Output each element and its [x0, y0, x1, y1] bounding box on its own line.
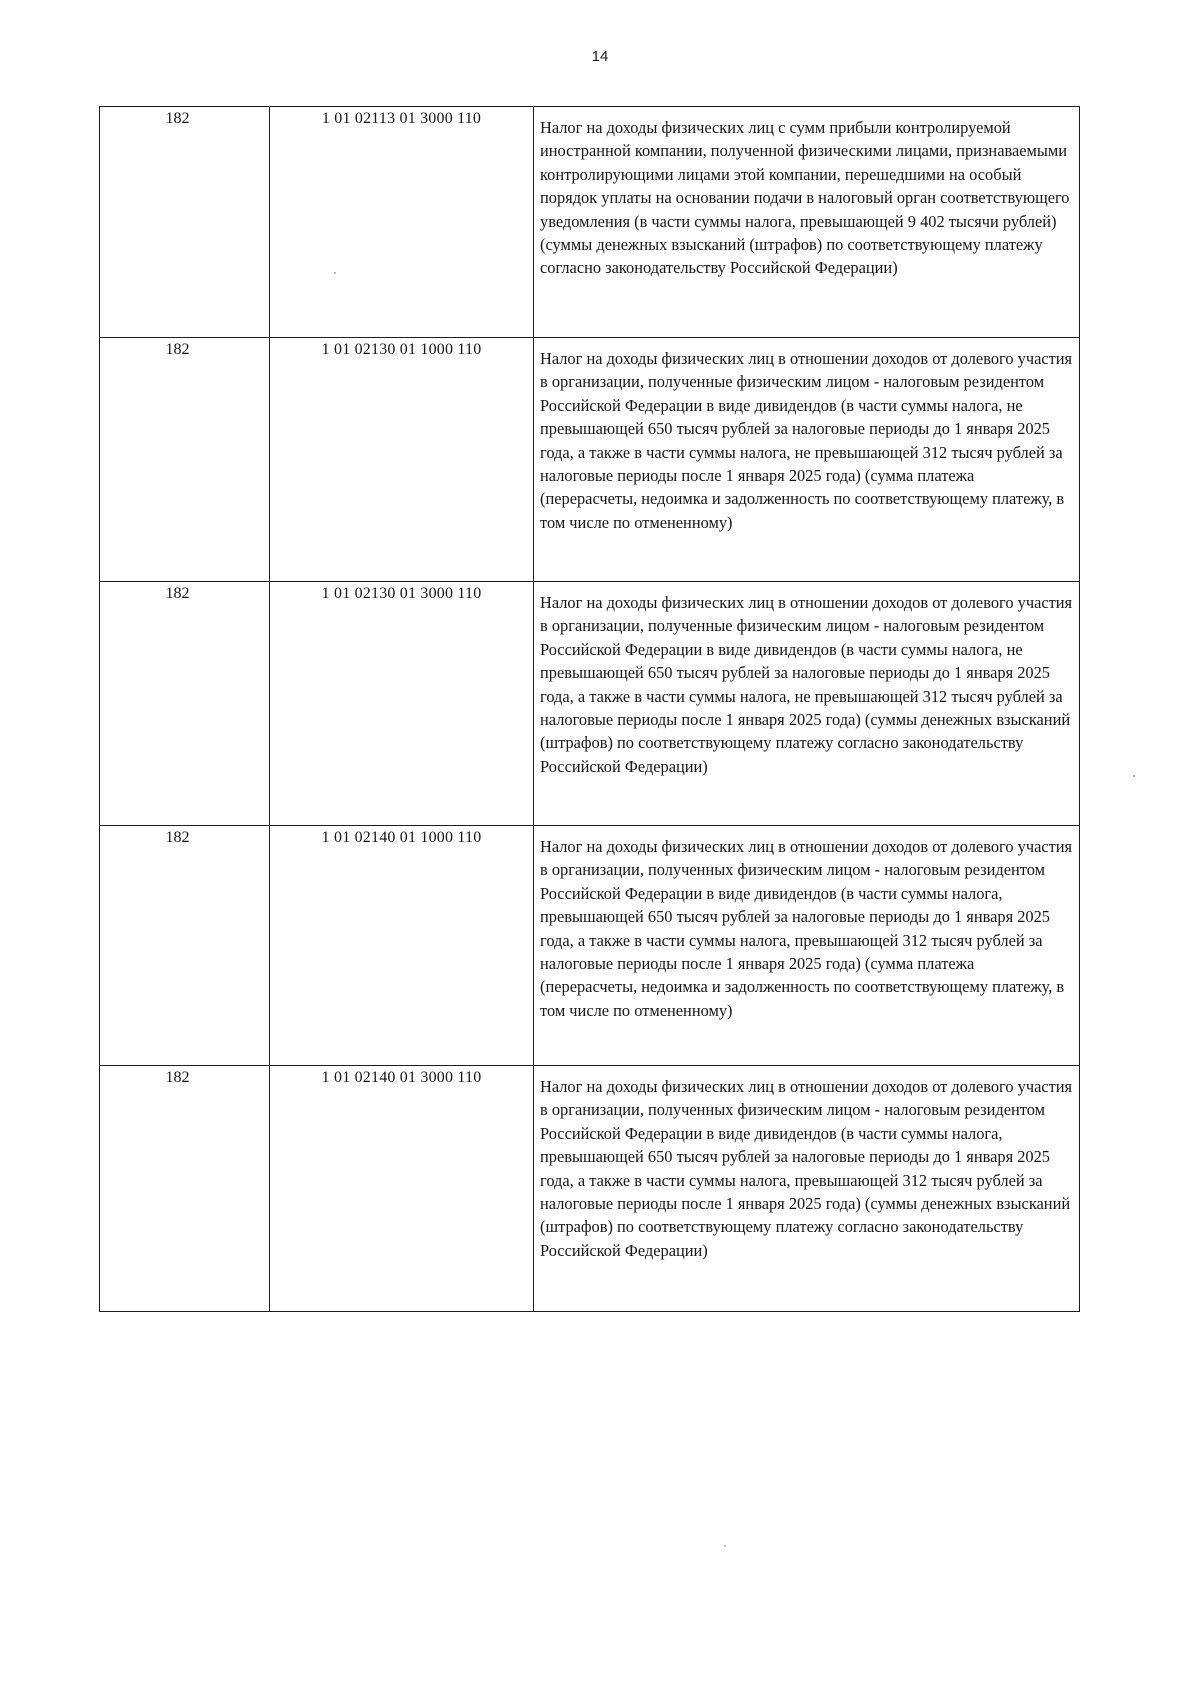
kbk-code-cell: 1 01 02113 01 3000 110 [270, 107, 534, 338]
page-number: 14 [591, 48, 609, 65]
income-name-cell: Налог на доходы физических лиц в отношении доходов от долевого участия в организации, полученные физическим лицом - налоговым резидентом Российской Федерации в виде дивидендов (в части суммы налога, не превышающей 650 тысяч рублей за налоговые периоды до 1 января 2025 года, а также в части суммы налога, не превышающей 312 тысяч рублей за налоговые периоды после 1 января 2025 года) (суммы денежных взысканий (штрафов) по соответствующему платежу согласно законодательству Российской Федерации) [534, 582, 1080, 826]
table-row [100, 338, 1080, 582]
admin-code-cell: 182 [100, 582, 270, 826]
income-name-cell: Налог на доходы физических лиц в отношении доходов от долевого участия в организации, полученные физическим лицом - налоговым резидентом Российской Федерации в виде дивидендов (в части суммы налога, не превышающей 650 тысяч рублей за налоговые периоды до 1 января 2025 года, а также в части суммы налога, не превышающей 312 тысяч рублей за налоговые периоды после 1 января 2025 года) (сумма платежа (перерасчеты, недоимка и задолженность по соответствующему платежу, в том числе по отмененному) [534, 338, 1080, 582]
admin-code-cell: 182 [100, 107, 270, 338]
table-row [100, 1066, 1080, 1312]
income-name-cell: Налог на доходы физических лиц в отношении доходов от долевого участия в организации, полученных физическим лицом - налоговым резидентом Российской Федерации в виде дивидендов (в части суммы налога, превышающей 650 тысяч рублей за налоговые периоды до 1 января 2025 года, а также в части суммы налога, превышающей 312 тысяч рублей за налоговые периоды после 1 января 2025 года) (сумма платежа (перерасчеты, недоимка и задолженность по соответствующему платежу, в том числе по отмененному) [534, 826, 1080, 1066]
kbk-code-cell: 1 01 02130 01 1000 110 [270, 338, 534, 582]
admin-code-cell: 182 [100, 826, 270, 1066]
admin-code-cell: 182 [100, 1066, 270, 1312]
kbk-table [99, 106, 1080, 1312]
scan-speck [334, 272, 336, 274]
kbk-code-cell: 1 01 02140 01 3000 110 [270, 1066, 534, 1312]
kbk-code-cell: 1 01 02130 01 3000 110 [270, 582, 534, 826]
scan-speck [724, 1545, 726, 1547]
table-row [100, 107, 1080, 338]
scan-speck [1133, 775, 1135, 777]
kbk-code-cell: 1 01 02140 01 1000 110 [270, 826, 534, 1066]
table-row [100, 826, 1080, 1066]
income-name-cell: Налог на доходы физических лиц с сумм прибыли контролируемой иностранной компании, полученной физическими лицами, признаваемыми контролирующими лицами этой компании, перешедшими на особый порядок уплаты на основании подачи в налоговый орган соответствующего уведомления (в части суммы налога, превышающей 9 402 тысячи рублей) (суммы денежных взысканий (штрафов) по соответствующему платежу согласно законодательству Российской Федерации) [534, 107, 1080, 338]
income-name-cell: Налог на доходы физических лиц в отношении доходов от долевого участия в организации, полученных физическим лицом - налоговым резидентом Российской Федерации в виде дивидендов (в части суммы налога, превышающей 650 тысяч рублей за налоговые периоды до 1 января 2025 года, а также в части суммы налога, превышающей 312 тысяч рублей за налоговые периоды после 1 января 2025 года) (суммы денежных взысканий (штрафов) по соответствующему платежу согласно законодательству Российской Федерации) [534, 1066, 1080, 1312]
admin-code-cell: 182 [100, 338, 270, 582]
table-row [100, 582, 1080, 826]
